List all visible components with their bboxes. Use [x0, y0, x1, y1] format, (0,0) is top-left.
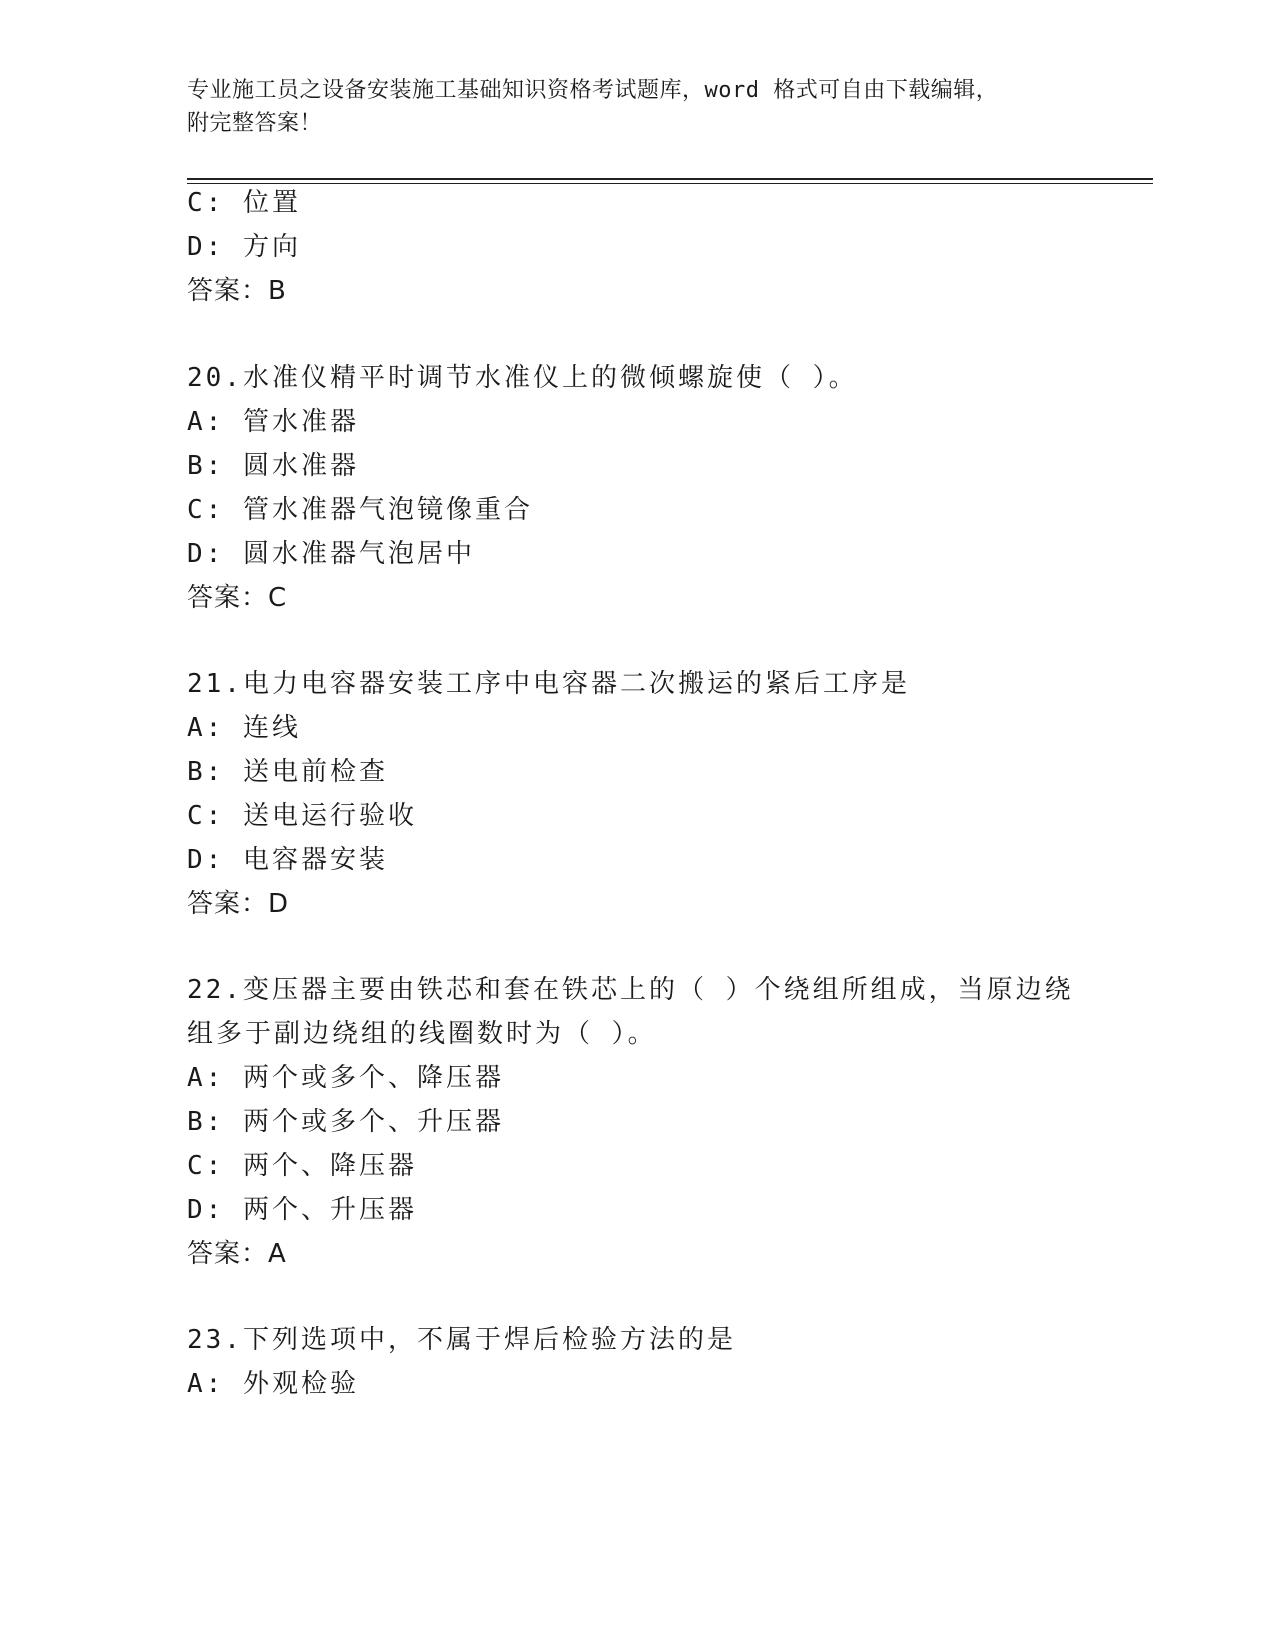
question-22-option-b: B: 两个或多个、升压器 — [187, 1107, 504, 1137]
question-22-stem-line-1: 22.变压器主要由铁芯和套在铁芯上的（ ）个绕组所组成，当原边绕 — [187, 975, 1074, 1005]
question-21-option-a: A: 连线 — [187, 713, 301, 743]
header-line-2: 附完整答案！ — [187, 111, 323, 136]
question-21-answer: 答案：D — [187, 889, 290, 919]
document-header — [187, 74, 1067, 140]
question-22-option-c: C: 两个、降压器 — [187, 1151, 417, 1181]
question-21-option-d: D: 电容器安装 — [187, 845, 388, 875]
question-21-stem: 21.电力电容器安装工序中电容器二次搬运的紧后工序是 — [187, 669, 910, 699]
question-23-stem: 23.下列选项中，不属于焊后检验方法的是 — [187, 1325, 736, 1355]
header-line-1: 专业施工员之设备安装施工基础知识资格考试题库，word 格式可自由下载编辑， — [187, 78, 999, 103]
question-21-option-b: B: 送电前检查 — [187, 757, 388, 787]
question-20-option-d: D: 圆水准器气泡居中 — [187, 539, 475, 569]
question-20-option-c: C: 管水准器气泡镜像重合 — [187, 495, 533, 525]
question-21-option-c: C: 送电运行验收 — [187, 801, 417, 831]
question-20-stem: 20.水准仪精平时调节水准仪上的微倾螺旋使（ ）。 — [187, 363, 858, 393]
question-22-answer: 答案：A — [187, 1239, 287, 1269]
question-22-stem-line-2: 组多于副边绕组的线圈数时为（ ）。 — [187, 1019, 657, 1049]
answer-line: 答案：B — [187, 276, 287, 306]
option-d: D: 方向 — [187, 232, 301, 262]
question-20-answer: 答案：C — [187, 583, 288, 613]
question-20-option-a: A: 管水准器 — [187, 407, 359, 437]
question-22-option-a: A: 两个或多个、降压器 — [187, 1063, 504, 1093]
header-divider-thin — [187, 183, 1153, 184]
question-23-option-a: A: 外观检验 — [187, 1369, 359, 1399]
header-divider-thick — [187, 178, 1153, 180]
question-20-option-b: B: 圆水准器 — [187, 451, 359, 481]
question-22-option-d: D: 两个、升压器 — [187, 1195, 417, 1225]
option-c: C: 位置 — [187, 188, 301, 218]
